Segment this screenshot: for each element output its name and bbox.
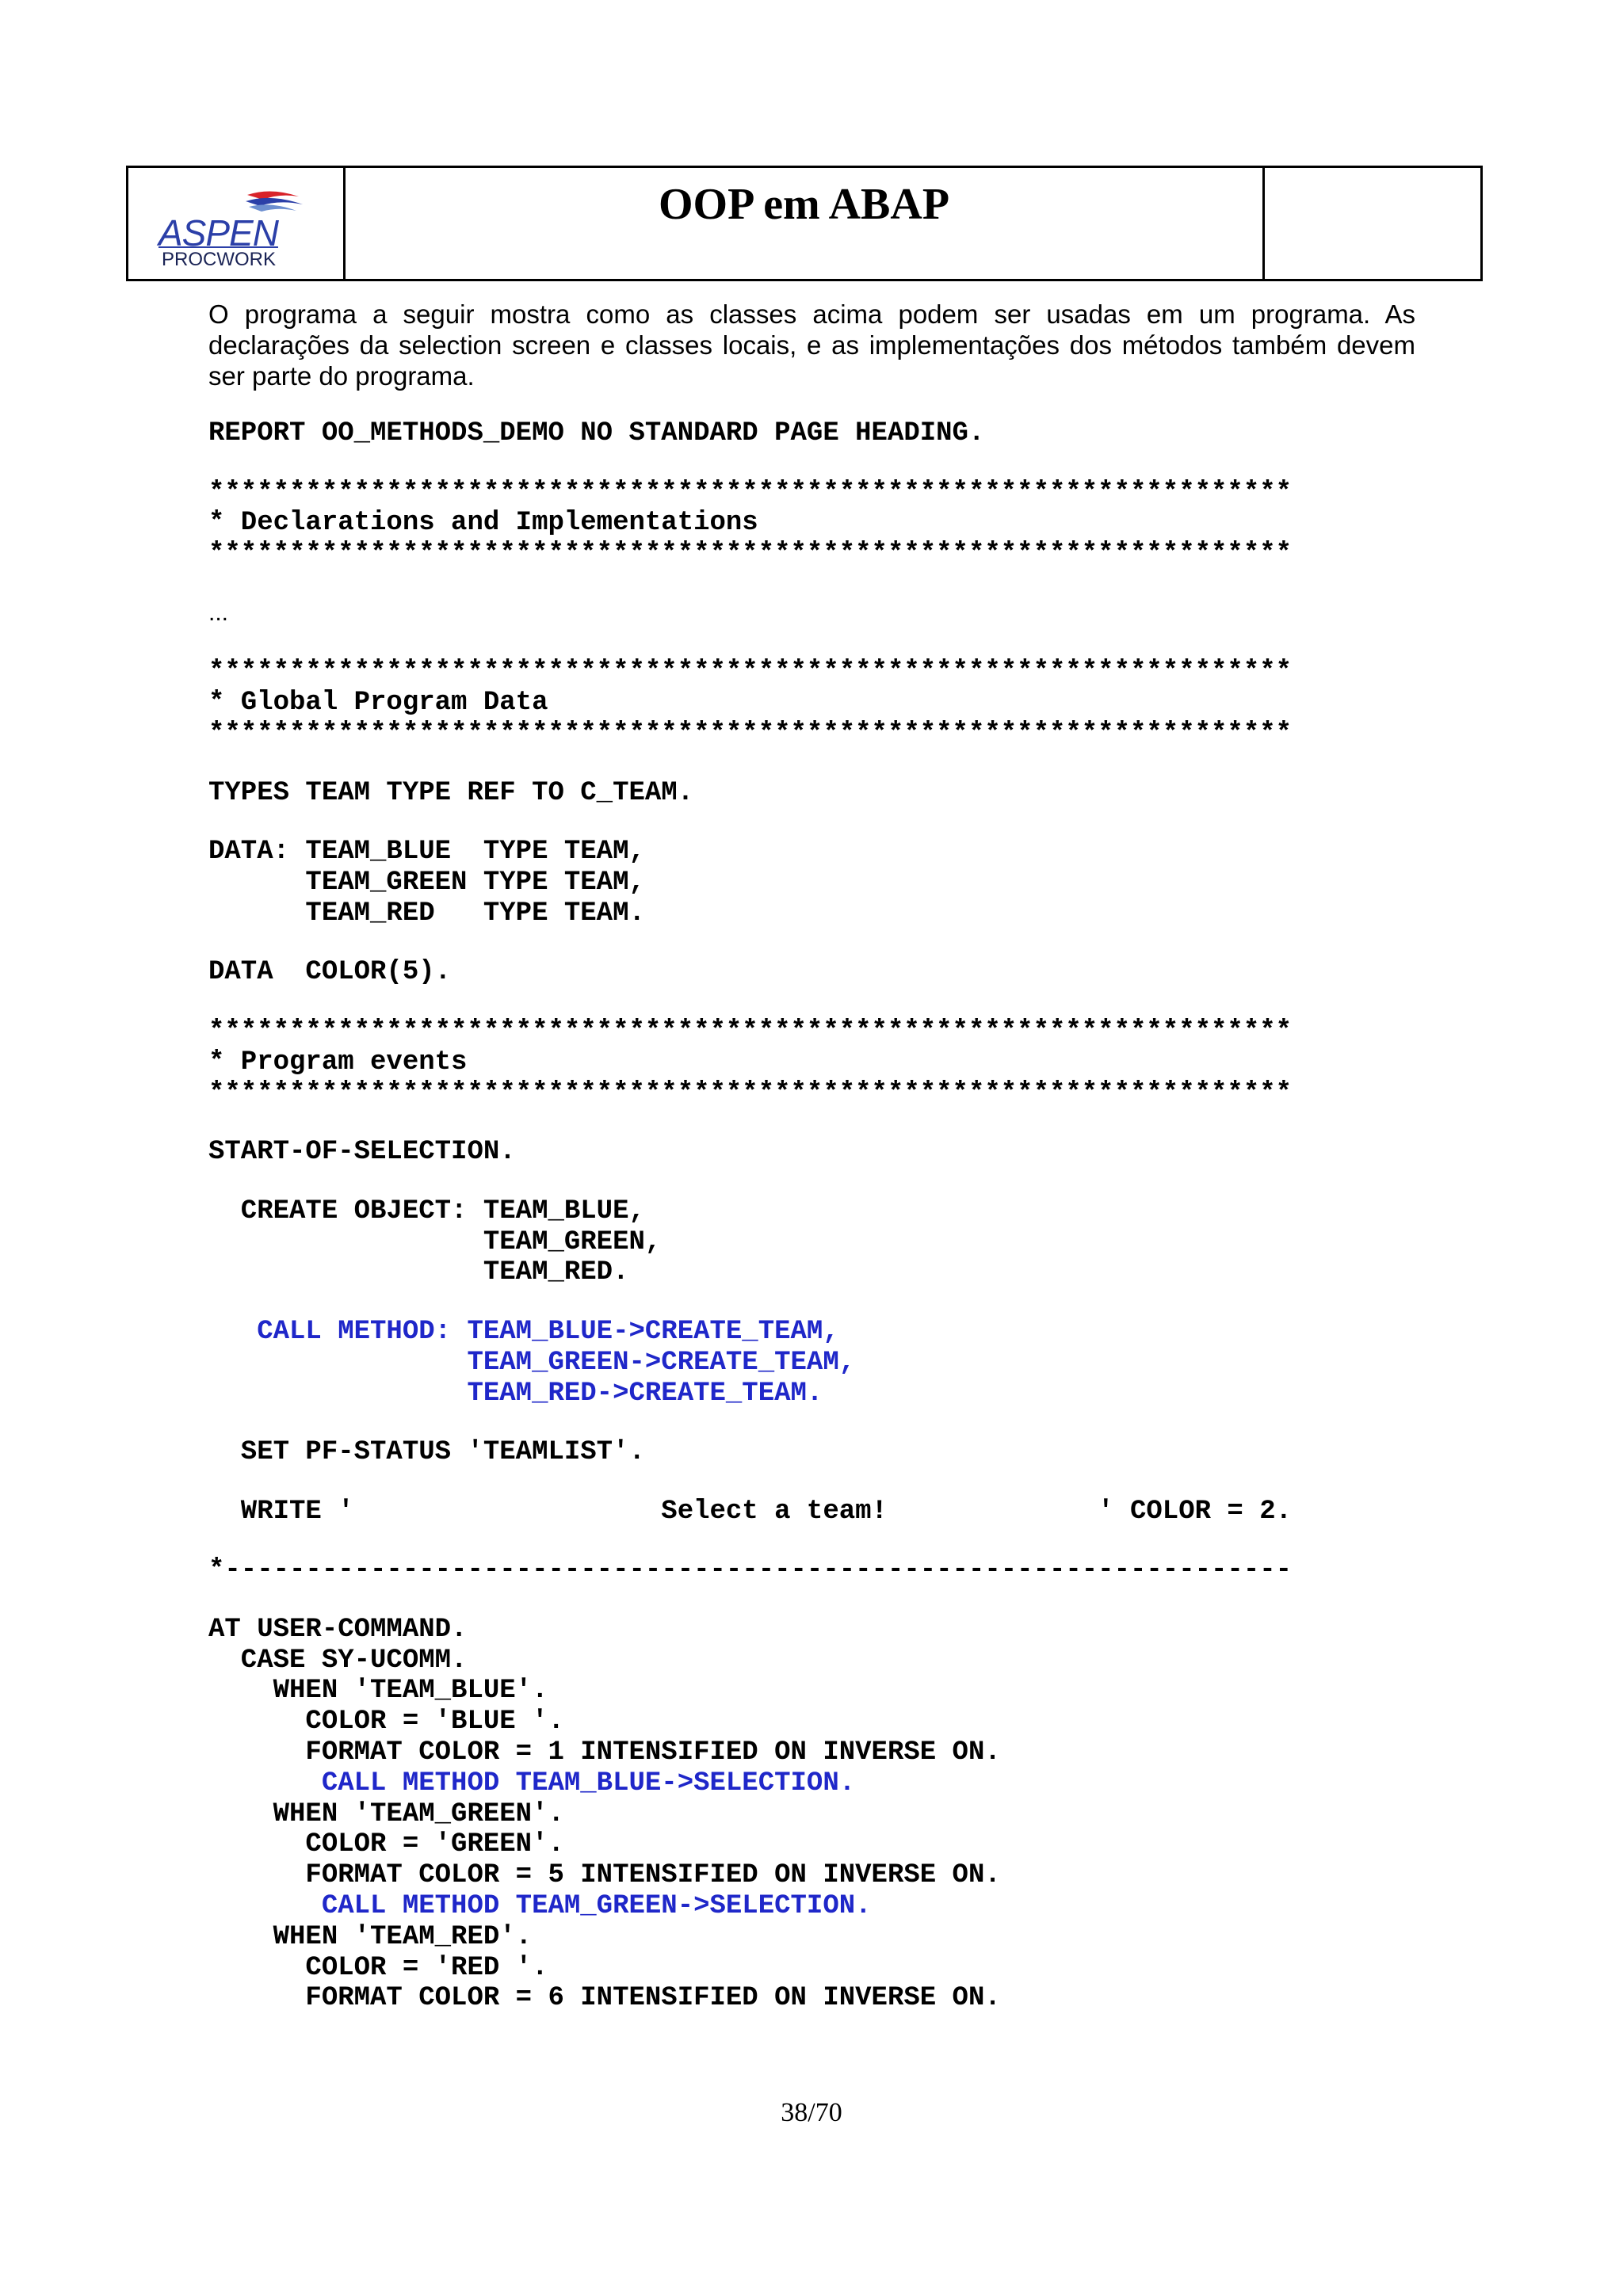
title-cell [346,168,1265,279]
code-line: TEAM_RED. [208,1257,629,1288]
code-line: *------------------------------------------------------------------ [208,1555,1293,1586]
code-line: FORMAT COLOR = 6 INTENSIFIED ON INVERSE ON. [208,1983,1001,2014]
code-line: WHEN 'TEAM_GREEN'. [208,1798,564,1829]
code-line: TEAM_GREEN, [208,1226,662,1257]
code-line: ******************************************************************* [208,1077,1293,1108]
logo-cell [128,168,346,279]
code-line: WHEN 'TEAM_RED'. [208,1921,533,1952]
code-line: CREATE OBJECT: TEAM_BLUE, [208,1196,645,1226]
code-line: * Declarations and Implementations [208,508,758,539]
header-empty-cell [1265,168,1480,279]
code-line: COLOR = 'BLUE '. [208,1707,564,1737]
code-line-highlight: TEAM_GREEN->CREATE_TEAM, [208,1347,856,1378]
code-line: ******************************************************************* [208,657,1293,688]
code-line: COLOR = 'RED '. [208,1952,548,1983]
intro-paragraph: O programa a seguir mostra como as classes acima podem ser usadas em um programa. As declarações da selection screen e classes locais, e as implementações dos métodos também devem ser parte do programa. [208,299,1415,391]
code-line-highlight: CALL METHOD: TEAM_BLUE->CREATE_TEAM, [208,1316,839,1347]
code-line: SET PF-STATUS 'TEAMLIST'. [208,1437,645,1468]
code-line: DATA COLOR(5). [208,957,452,988]
code-line: REPORT OO_METHODS_DEMO NO STANDARD PAGE HEADING. [208,418,985,448]
document-title: OOP em ABAP [658,180,950,229]
code-line: DATA: TEAM_BLUE TYPE TEAM, [208,837,645,868]
code-line: TEAM_GREEN TYPE TEAM, [208,867,645,898]
code-line: WRITE ' Select a team! ' COLOR = 2. [208,1496,1293,1527]
code-line: ******************************************************************* [208,718,1293,749]
code-line: FORMAT COLOR = 1 INTENSIFIED ON INVERSE ON. [208,1737,1001,1768]
logo-text: ASPEN [158,212,278,254]
code-line: ******************************************************************* [208,477,1293,508]
code-line: * Program events [208,1047,468,1077]
code-line: TEAM_RED TYPE TEAM. [208,898,645,929]
code-line-highlight: CALL METHOD TEAM_BLUE->SELECTION. [208,1768,856,1798]
code-line: ... [208,599,229,626]
code-line: START-OF-SELECTION. [208,1137,516,1168]
code-listing [208,418,1292,2014]
code-line: ******************************************************************* [208,539,1293,570]
code-line: FORMAT COLOR = 5 INTENSIFIED ON INVERSE ON. [208,1860,1001,1891]
logo-subtext: PROCWORK [162,249,276,270]
code-line: WHEN 'TEAM_BLUE'. [208,1676,548,1707]
code-line: * Global Program Data [208,688,548,719]
code-line-highlight: CALL METHOD TEAM_GREEN->SELECTION. [208,1891,872,1922]
code-line: AT USER-COMMAND. [208,1614,468,1645]
page-number: 38/70 [781,2098,842,2127]
code-line: ******************************************************************* [208,1016,1293,1047]
page-header [126,166,1483,281]
code-line: TYPES TEAM TYPE REF TO C_TEAM. [208,777,694,808]
code-line: COLOR = 'GREEN'. [208,1829,564,1860]
code-line: CASE SY-UCOMM. [208,1645,468,1676]
code-line-highlight: TEAM_RED->CREATE_TEAM. [208,1378,823,1409]
